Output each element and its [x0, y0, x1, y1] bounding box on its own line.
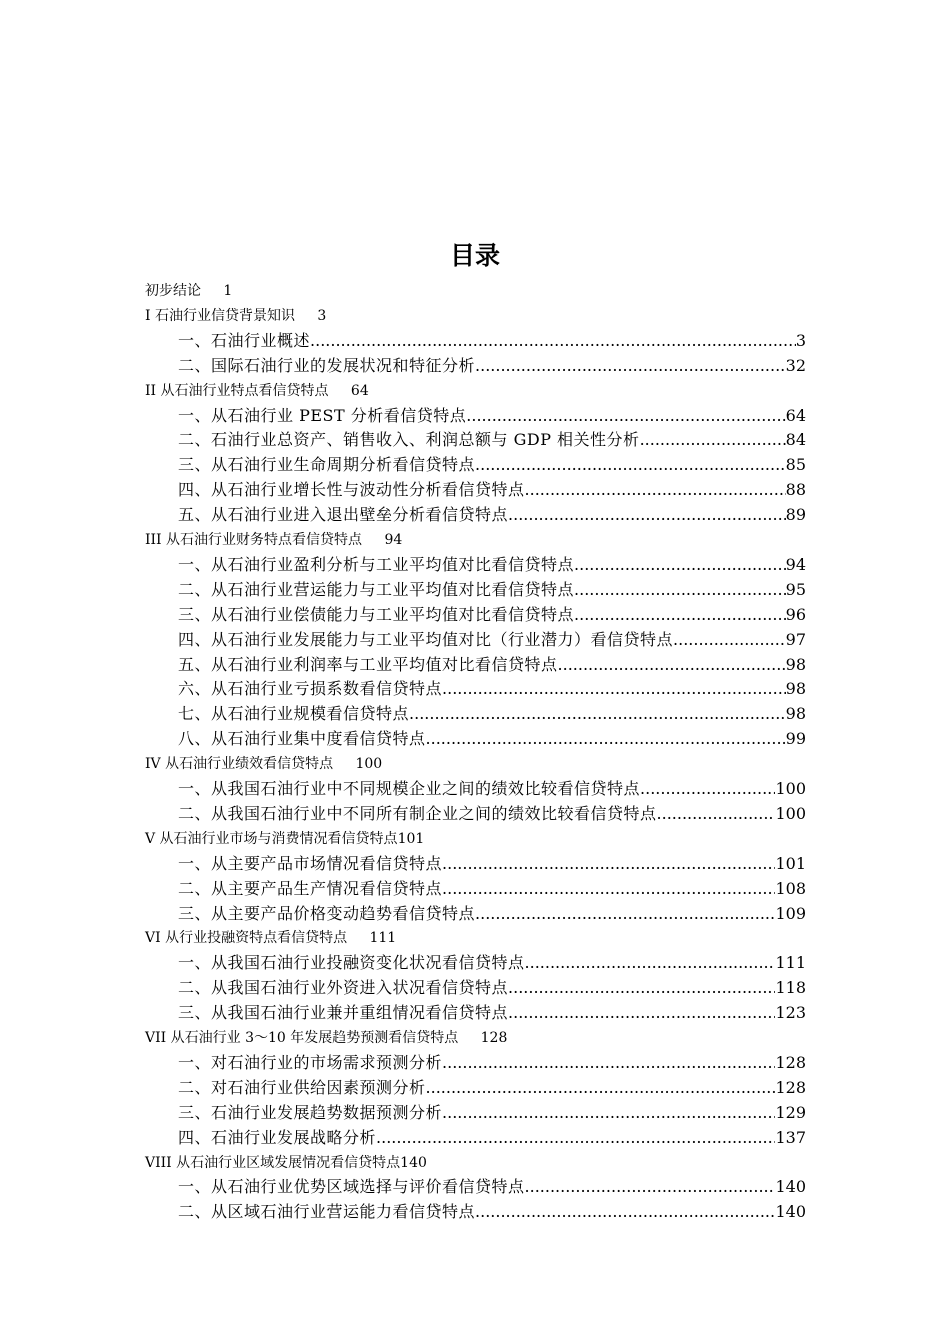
toc-entry-title: 一、从我国石油行业中不同规模企业之间的绩效比较看信贷特点	[178, 779, 641, 798]
toc-entry-title: 八、从石油行业集中度看信贷特点	[178, 729, 426, 749]
dot-leader	[475, 454, 786, 476]
toc-section[interactable]	[145, 305, 326, 327]
dot-leader	[508, 977, 775, 999]
toc-page-number: 108	[775, 878, 806, 898]
toc-page-number: 95	[785, 579, 806, 599]
toc-section[interactable]	[145, 1152, 427, 1174]
toc-page-number: 109	[775, 903, 806, 923]
toc-entry-title: IV 从石油行业绩效看信贷特点	[145, 756, 334, 773]
toc-page-number: 100	[775, 803, 806, 823]
dot-leader	[442, 878, 775, 900]
toc-entry-title: 二、从石油行业营运能力与工业平均值对比看信贷特点	[178, 579, 575, 599]
toc-entry[interactable]	[178, 554, 806, 576]
dot-leader	[558, 654, 786, 676]
dot-leader	[640, 778, 775, 800]
toc-entry[interactable]	[178, 604, 806, 626]
toc-section[interactable]	[145, 828, 424, 850]
toc-entry[interactable]	[178, 504, 806, 526]
dot-leader	[525, 479, 786, 501]
toc-page-number: 97	[785, 629, 806, 649]
toc-entry[interactable]	[178, 405, 806, 427]
toc-entry-title: 三、从主要产品价格变动趋势看信贷特点	[178, 903, 476, 923]
toc-entry-title: 一、对石油行业的市场需求预测分析	[178, 1052, 443, 1072]
toc-entry-title: 初步结论	[145, 283, 201, 299]
toc-entry[interactable]	[178, 330, 806, 352]
dot-leader	[475, 355, 786, 377]
toc-entry[interactable]	[178, 977, 806, 999]
toc-entry-title: 三、从我国石油行业兼并重组情况看信贷特点	[178, 1003, 509, 1023]
dot-leader	[525, 952, 776, 974]
toc-page-number: 98	[785, 654, 806, 674]
toc-entry-title: 一、从石油行业 PEST 分析看信贷特点	[178, 405, 467, 425]
toc-entry-title: VI 从行业投融资特点看信贷特点	[145, 930, 348, 947]
toc-entry[interactable]	[178, 429, 806, 451]
toc-page-number: 118	[775, 978, 806, 998]
toc-page-number: 101	[775, 853, 806, 873]
toc-entry-title: I 石油行业信贷背景知识	[145, 307, 295, 324]
dot-leader	[426, 1077, 776, 1099]
toc-entry[interactable]	[178, 703, 806, 725]
toc-entry-title: VII 从石油行业 3～10 年发展趋势预测看信贷特点	[145, 1030, 459, 1046]
toc-page-number: 98	[785, 679, 806, 699]
toc-entry-title: 三、石油行业发展趋势数据预测分析	[178, 1102, 443, 1122]
toc-page-number: 101	[397, 830, 425, 847]
toc-entry[interactable]	[178, 678, 806, 700]
toc-page-number: 140	[400, 1154, 427, 1171]
toc-section[interactable]	[145, 380, 369, 402]
toc-section[interactable]	[145, 927, 396, 949]
dot-leader	[475, 903, 775, 925]
toc-page-number: 94	[785, 554, 806, 574]
toc-entry[interactable]	[178, 1102, 806, 1124]
toc-entry[interactable]	[178, 1127, 806, 1149]
toc-entry[interactable]	[178, 1201, 806, 1223]
toc-entry-title: 三、从石油行业生命周期分析看信贷特点	[178, 455, 476, 475]
toc-entry-title: 一、石油行业概述	[178, 330, 311, 350]
dot-leader	[376, 1127, 775, 1149]
toc-entry[interactable]	[178, 355, 806, 377]
toc-page-number: 32	[785, 355, 806, 375]
toc-entry-title: 四、从石油行业发展能力与工业平均值对比（行业潜力）看信贷特点	[178, 629, 674, 649]
dot-leader	[640, 429, 786, 451]
toc-page-number: 84	[785, 430, 806, 450]
toc-entry[interactable]	[178, 952, 806, 974]
dot-leader	[574, 604, 786, 626]
toc-page-number: 99	[785, 729, 806, 749]
dot-leader	[574, 579, 786, 601]
dot-leader	[442, 1052, 775, 1074]
toc-entry-title: 七、从石油行业规模看信贷特点	[178, 704, 410, 724]
toc-entry[interactable]	[178, 479, 806, 501]
toc-page-number: 64	[785, 405, 806, 425]
toc-entry[interactable]	[178, 803, 806, 825]
toc-entry-title: 二、从我国石油行业中不同所有制企业之间的绩效比较看信贷特点	[178, 803, 657, 823]
toc-page-number: 128	[480, 1030, 508, 1046]
toc-page-number: 100	[355, 756, 383, 773]
toc-entry-title: 一、从我国石油行业投融资变化状况看信贷特点	[178, 953, 525, 973]
toc-page-number: 88	[785, 480, 806, 500]
toc-entry-title: 四、石油行业发展战略分析	[178, 1127, 377, 1147]
dot-leader	[409, 703, 786, 725]
toc-entry[interactable]	[178, 1077, 806, 1099]
toc-page-number: 128	[775, 1077, 806, 1097]
toc-entry-title: 四、从石油行业增长性与波动性分析看信贷特点	[178, 480, 525, 500]
toc-entry[interactable]	[178, 1052, 806, 1074]
toc-page-number: 3	[317, 307, 327, 324]
toc-entry[interactable]	[178, 1002, 806, 1024]
toc-page-number: 128	[775, 1052, 806, 1072]
toc-entry-title: 一、从石油行业盈利分析与工业平均值对比看信贷特点	[178, 554, 575, 574]
toc-page-number: 89	[785, 505, 806, 525]
dot-leader	[426, 728, 786, 750]
toc-page-number: 111	[369, 930, 397, 947]
dot-leader	[657, 803, 776, 825]
toc-page-number: 140	[775, 1177, 806, 1197]
toc-entry[interactable]	[178, 629, 806, 651]
page-title: 目录	[449, 241, 500, 270]
dot-leader	[673, 629, 786, 651]
toc-page-number: 98	[785, 704, 806, 724]
toc-entry-title: 五、从石油行业进入退出壁垒分析看信贷特点	[178, 505, 509, 525]
dot-leader	[525, 1176, 776, 1198]
dot-leader	[508, 504, 786, 526]
toc-entry-title: 三、从石油行业偿债能力与工业平均值对比看信贷特点	[178, 604, 575, 624]
dot-leader	[442, 1102, 775, 1124]
toc-entry[interactable]	[178, 579, 806, 601]
toc-section[interactable]	[145, 280, 232, 302]
toc-entry-title: 二、从区域石油行业营运能力看信贷特点	[178, 1202, 476, 1222]
toc-section[interactable]	[145, 529, 402, 551]
toc-page-number: 111	[775, 953, 806, 973]
toc-entry-title: 二、对石油行业供给因素预测分析	[178, 1077, 426, 1097]
toc-page-number: 140	[775, 1202, 806, 1222]
toc-entry-title: 二、从主要产品生产情况看信贷特点	[178, 878, 443, 898]
dot-leader	[310, 330, 796, 352]
toc-entry-title: V 从石油行业市场与消费情况看信贷特点	[145, 830, 398, 847]
toc-entry[interactable]	[178, 1176, 806, 1198]
toc-section[interactable]	[145, 1027, 507, 1049]
dot-leader	[475, 1201, 775, 1223]
toc-entry-title: 二、国际石油行业的发展状况和特征分析	[178, 355, 476, 375]
toc-entry[interactable]	[178, 853, 806, 875]
toc-entry-title: VIII 从石油行业区域发展情况看信贷特点	[145, 1154, 401, 1171]
toc-entry[interactable]	[178, 454, 806, 476]
toc-entry[interactable]	[178, 654, 806, 676]
toc-entry-title: 一、从石油行业优势区域选择与评价看信贷特点	[178, 1177, 525, 1197]
toc-entry[interactable]	[178, 778, 806, 800]
toc-page-number: 137	[775, 1127, 806, 1147]
toc-page-number: 3	[795, 330, 806, 350]
dot-leader	[466, 405, 785, 427]
toc-page-number: 64	[350, 382, 369, 399]
toc-entry-title: 六、从石油行业亏损系数看信贷特点	[178, 679, 443, 699]
dot-leader	[442, 853, 775, 875]
toc-page-number: 94	[384, 532, 403, 548]
toc-page-number: 96	[785, 604, 806, 624]
toc-page-number: 85	[785, 455, 806, 475]
dot-leader	[508, 1002, 775, 1024]
toc-entry-title: II 从石油行业特点看信贷特点	[145, 382, 329, 399]
toc-entry-title: III 从石油行业财务特点看信贷特点	[145, 532, 363, 548]
toc-page-number: 1	[223, 283, 233, 299]
toc-entry-title: 五、从石油行业利润率与工业平均值对比看信贷特点	[178, 654, 558, 674]
toc-entry[interactable]	[178, 878, 806, 900]
toc-entry[interactable]	[178, 903, 806, 925]
dot-leader	[574, 554, 786, 576]
toc-entry-title: 一、从主要产品市场情况看信贷特点	[178, 853, 443, 873]
toc-entry-title: 二、石油行业总资产、销售收入、利润总额与 GDP 相关性分析	[178, 430, 640, 450]
toc-page-number: 100	[775, 779, 806, 798]
dot-leader	[442, 678, 786, 700]
toc-page-number: 123	[775, 1003, 806, 1023]
toc-entry-title: 二、从我国石油行业外资进入状况看信贷特点	[178, 978, 509, 998]
toc-entry[interactable]	[178, 728, 806, 750]
toc-section[interactable]	[145, 753, 382, 775]
toc-page-number: 129	[775, 1102, 806, 1122]
